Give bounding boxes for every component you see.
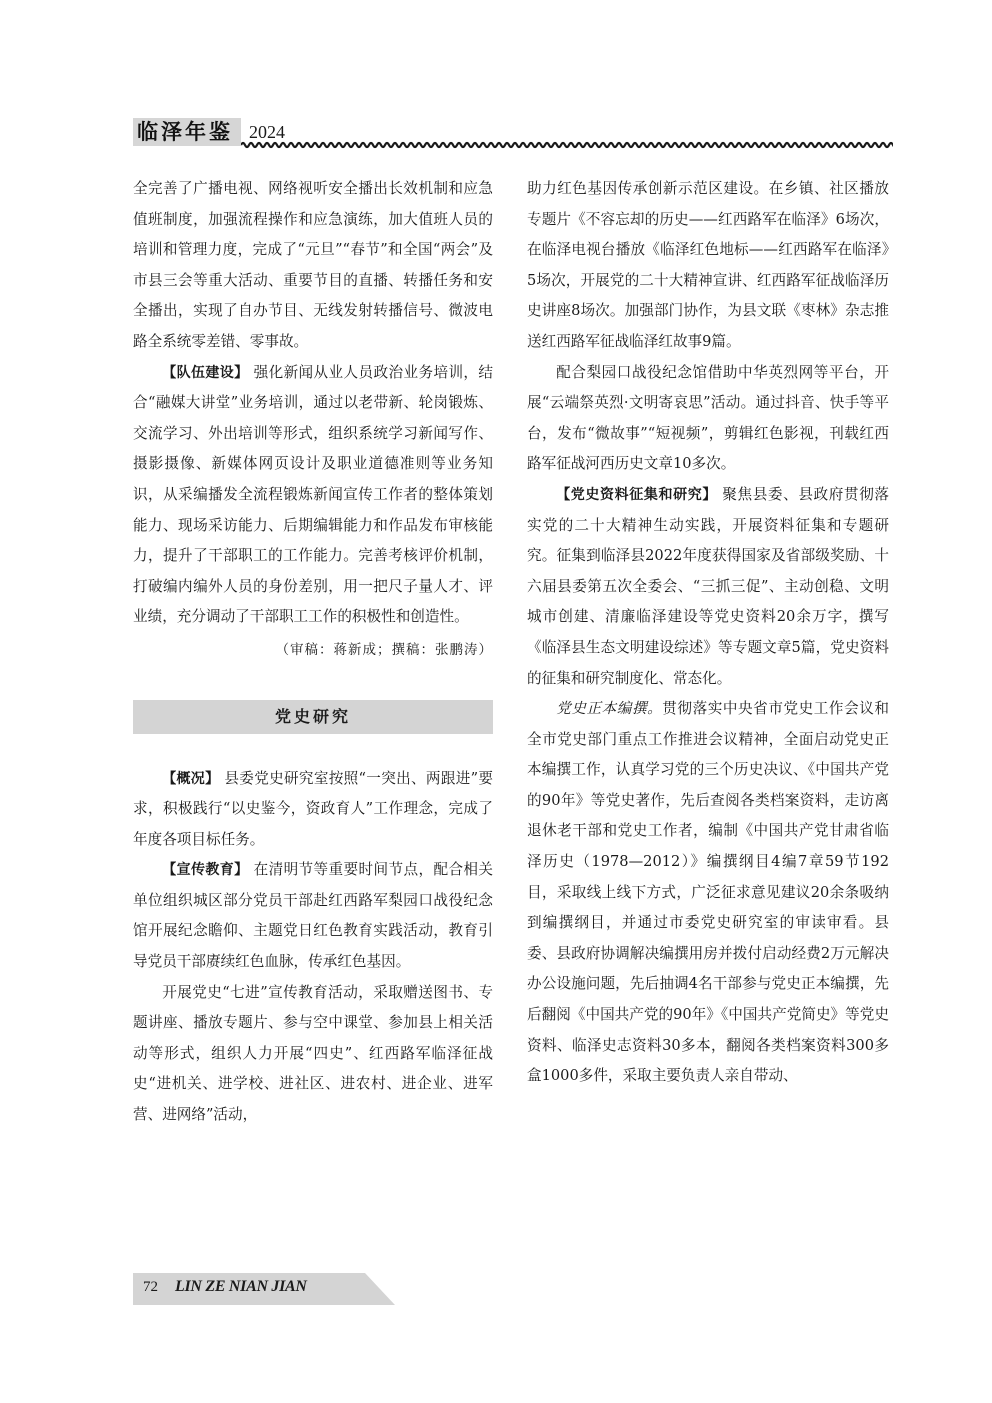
- page-number: 72: [143, 1279, 158, 1295]
- compilation-lead: 党史正本编撰。: [556, 700, 663, 718]
- overview-lead: 【概况】: [162, 770, 220, 787]
- publicity-text: 在清明节等重要时间节点，配合相关单位组织城区部分党员干部赴红西路军梨园口战役纪念馆开展纪念瞻仰、主题党日红色教育实践活动，教育引导党员干部赓续红色血脉，传承红色基因。: [133, 861, 494, 971]
- left-column: [133, 174, 493, 1131]
- materials-lead: 【党史资料征集和研究】: [556, 486, 718, 503]
- overview-paragraph: [133, 764, 493, 856]
- running-header: [133, 116, 893, 150]
- team-building-lead: 【队伍建设】: [162, 364, 249, 381]
- team-building-paragraph: [133, 358, 493, 633]
- publicity-lead: 【宣传教育】: [162, 862, 249, 879]
- yearbook-year: 2024: [249, 122, 285, 142]
- right-column: [527, 174, 889, 1092]
- compilation-paragraph: [527, 694, 889, 1092]
- footer-title: LIN ZE NIAN JIAN: [175, 1278, 307, 1295]
- yearbook-brand: 临泽年鉴: [133, 118, 241, 146]
- left-paragraph-1: 全完善了广播电视、网络视听安全播出长效机制和应急值班制度，加强流程操作和应急演练，加大值班人员的培训和管理力度，完成了“元旦”“春节”和全国“两会”及市县三会等重大活动、重要节目的直播、转播任务和安全播出，实现了自办节目、无线发射转播信号、微波电路全系统零差错、零事故。: [133, 180, 493, 350]
- compilation-text: 贯彻落实中央省市党史工作会议和全市党史部门重点工作推进会议精神，全面启动党史正本编撰工作，认真学习党的三个历史决议、《中国共产党的90年》等党史著作，先后查阅各类档案资料，走访离退休老干部和党史工作者，编制《中国共产党甘肃省临泽历史（1978—2012）》编撰纲目4编7章59节192目，采取线上线下方式，广泛征求意见建议20余条吸纳到编撰纲目，并通过市委党史研究室的审读审看。县委、县政府协调解决编撰用房并拨付启动经费2万元解决办公设施问题，先后抽调4名干部参与党史正本编撰，先后翻阅《中国共产党的90年》《中国共产党简史》等党史资料、临泽史志资料30多本，翻阅各类档案资料300多盒1000多件，采取主要负责人亲自带动、: [527, 700, 889, 1085]
- right-paragraph-1: 助力红色基因传承创新示范区建设。在乡镇、社区播放专题片《不容忘却的历史——红西路军在临泽》6场次，在临泽电视台播放《临泽红色地标——红西路军在临泽》5场次，开展党的二十大精神宣讲、红西路军征战临泽历史讲座8场次。加强部门协作，为县文联《枣林》杂志推送红西路军征战临泽红故事9篇。: [527, 180, 889, 350]
- overview-text: 县委党史研究室按照“一突出、两跟进”要求，积极践行“以史鉴今，资政育人”工作理念，完成了年度各项目标任务。: [133, 769, 494, 848]
- running-footer: [133, 1273, 395, 1305]
- seven-entries-paragraph: 开展党史“七进”宣传教育活动，采取赠送图书、专题讲座、播放专题片、参与空中课堂、参加县上相关活动等形式，组织人力开展“四史”、红西路军临泽征战史“进机关、进学校、进社区、进农村、进企业、进军营、进网络”活动，: [133, 983, 493, 1124]
- materials-text: 聚焦县委、县政府贯彻落实党的二十大精神生动实践，开展资料征集和专题研究。征集到临泽县2022年度获得国家及省部级奖励、十六届县委第五次全委会、“三抓三促”、主动创稳、文明城市创建、清廉临泽建设等党史资料20余万字，撰写《临泽县生态文明建设综述》等专题文章5篇，党史资料的征集和研究制度化、常态化。: [527, 485, 890, 687]
- header-wave-rule: [241, 140, 893, 150]
- team-building-text: 强化新闻从业人员政治业务培训，结合“融媒大讲堂”业务培训，通过以老带新、轮岗锻炼、交流学习、外出培训等形式，组织系统学习新闻写作、摄影摄像、新媒体网页设计及职业道德准则等业务知识，从采编播发全流程锻炼新闻宣传工作者的整体策划能力、现场采访能力、后期编辑能力和作品发布审核能力，提升了干部职工的工作能力。完善考核评价机制，打破编内编外人员的身份差别，用一把尺子量人才、评业绩，充分调动了干部职工工作的积极性和创造性。: [133, 363, 494, 626]
- publicity-paragraph: [133, 855, 493, 977]
- materials-paragraph: [527, 480, 889, 694]
- section-title-party-history: 党史研究: [133, 700, 493, 734]
- right-paragraph-2: 配合梨园口战役纪念馆借助中华英烈网等平台，开展“云端祭英烈·文明寄哀思”活动。通过抖音、快手等平台，发布“微故事”“短视频”，剪辑红色影视，刊载红西路军征战河西历史文章10多次。: [527, 363, 889, 473]
- signature: （审稿：蒋新成；撰稿：张鹏涛）: [275, 641, 493, 658]
